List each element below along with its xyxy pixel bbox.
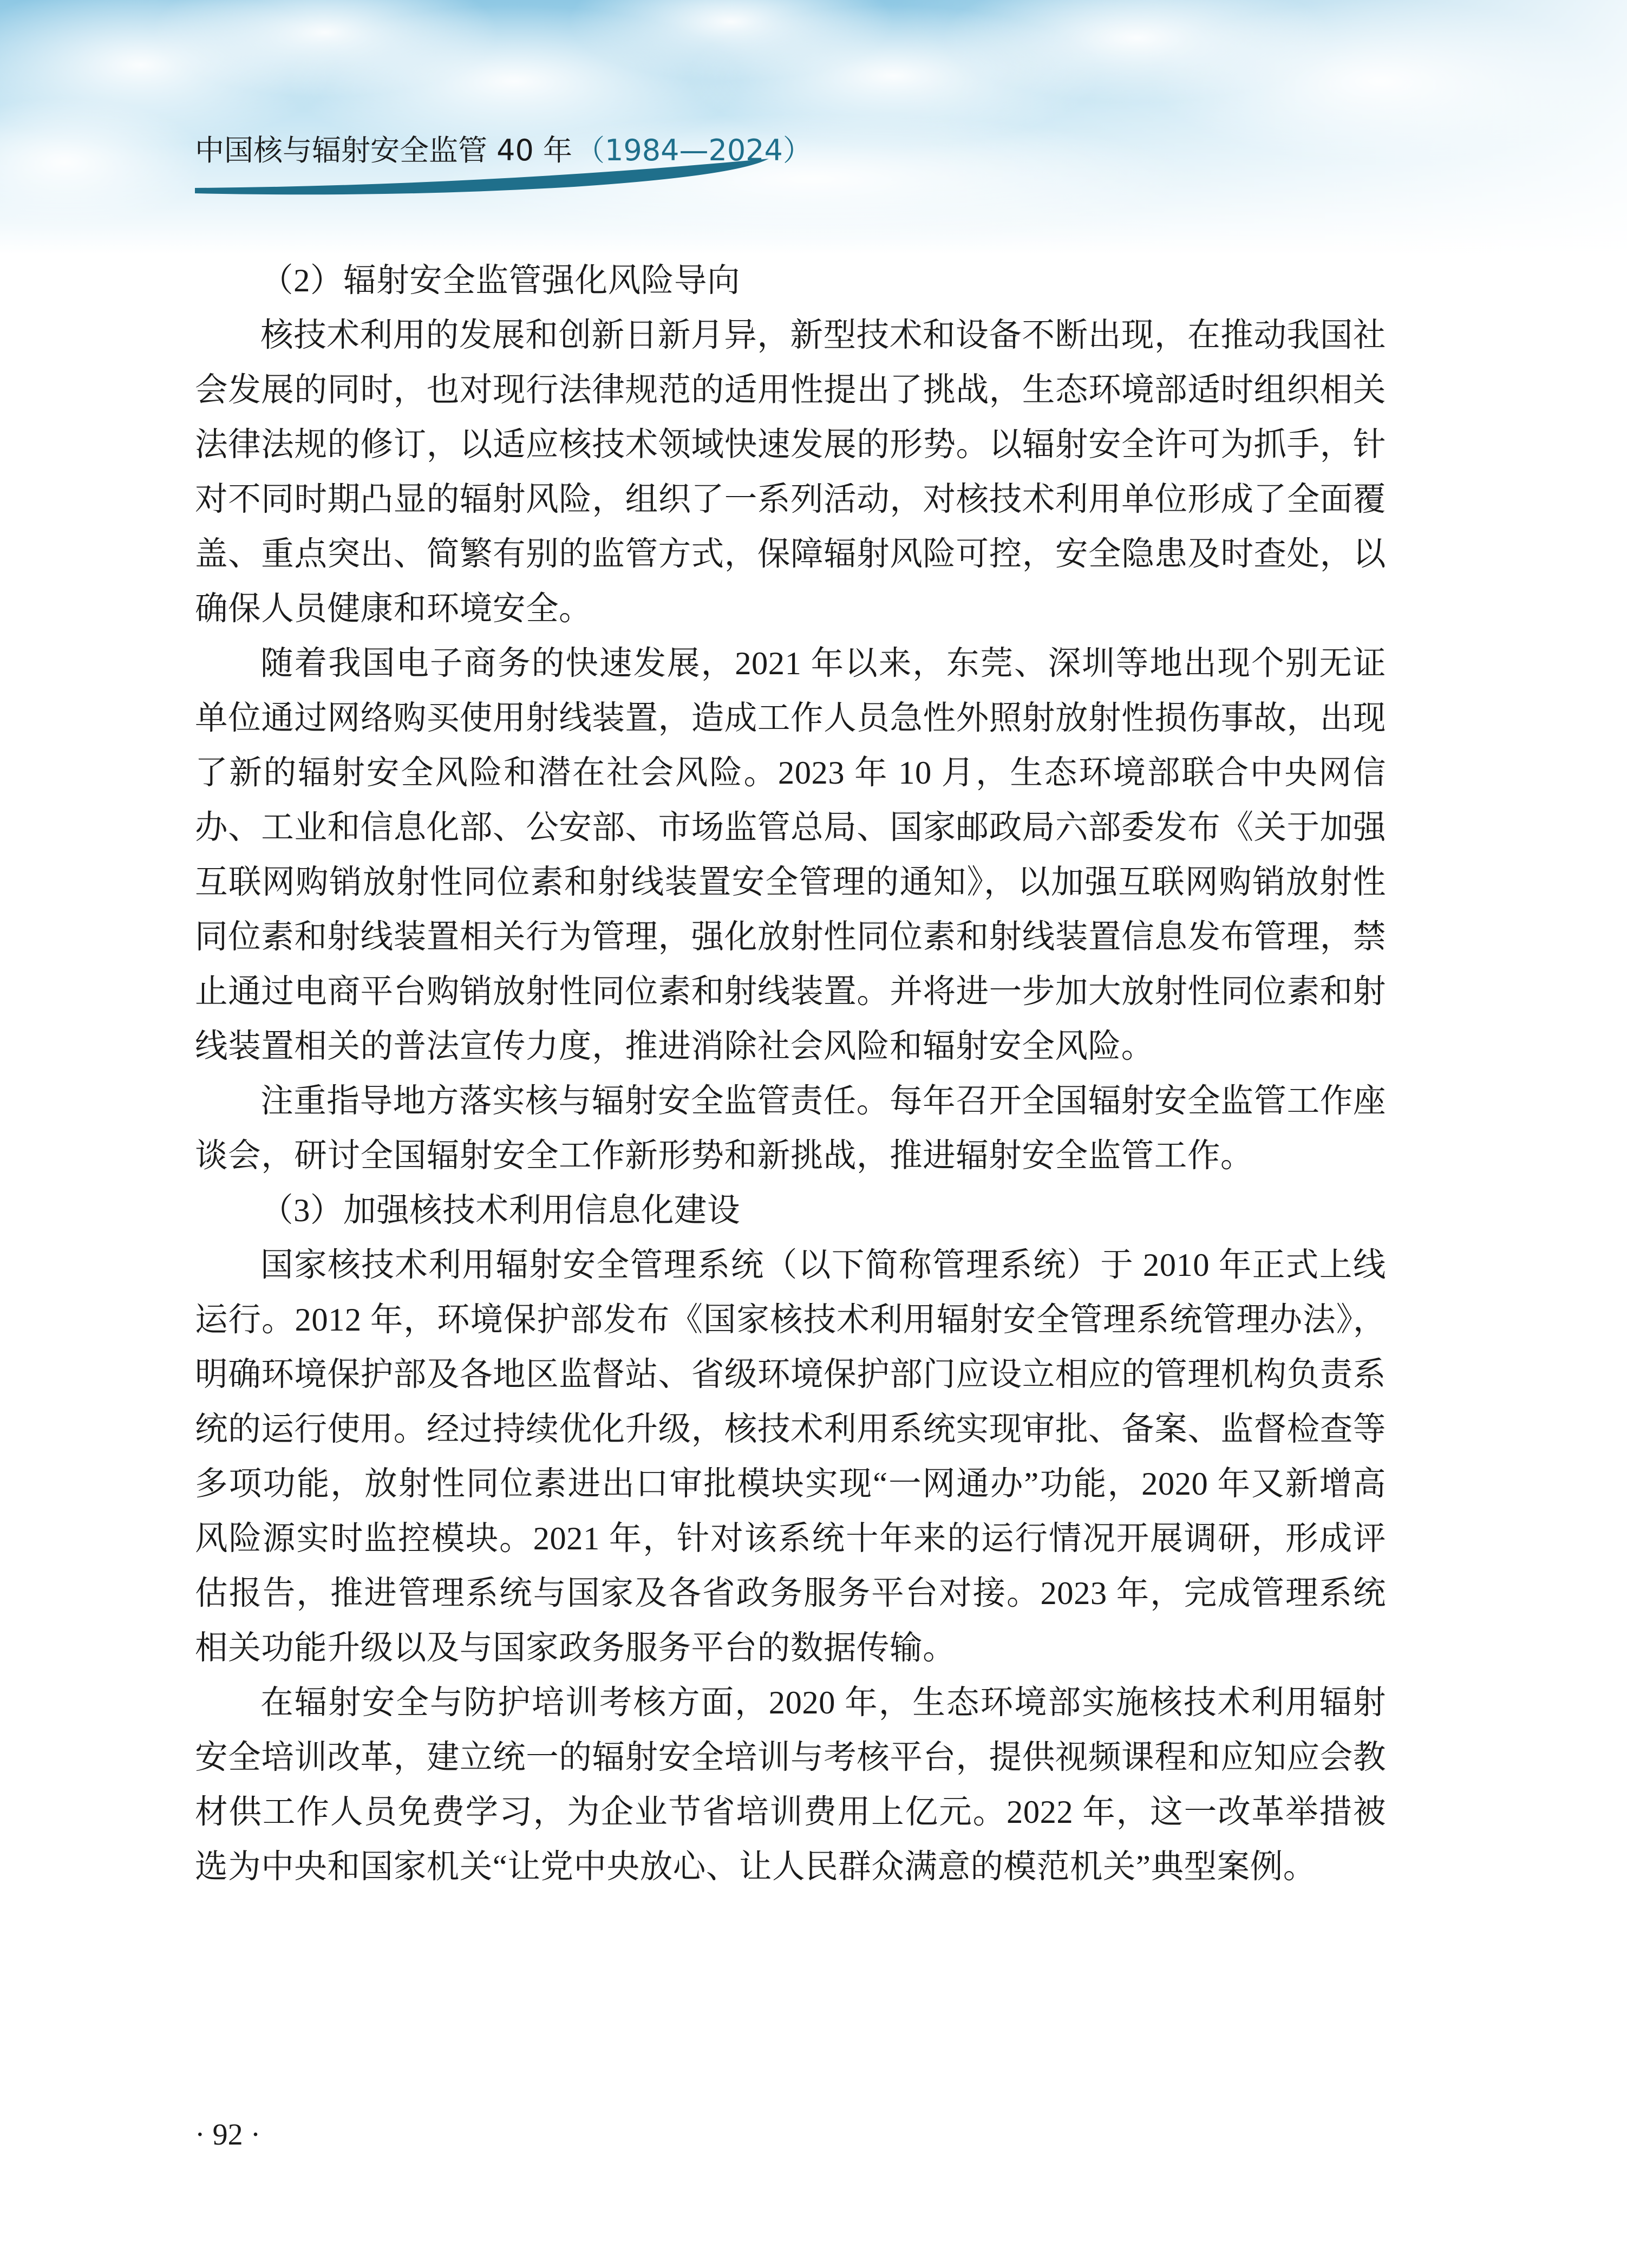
section-heading: （3）加强核技术利用信息化建设 bbox=[260, 1192, 741, 1229]
body-paragraph: 随着我国电子商务的快速发展，2021 年以来，东莞、深圳等地出现个别无证单位通过网络购买使用射线装置，造成工作人员急性外照射放射性损伤事故，出现了新的辐射安全风险和潜在社会风险。2023 年 10 月，生态环境部联合中央网信办、工业和信息化部、公安部、市场监管总局、国家邮政局六部委发布《关于加强互联网购销放射性同位素和射线装置安全管理的通知》，以加强互联网购销放射性同位素和射线装置相关行为管理，强化放射性同位素和射线装置信息发布管理，禁止通过电商平台购销放射性同位素和射线装置。并将进一步加大放射性同位素和射线装置相关的普法宣传力度，推进消除社会风险和辐射安全风险。 bbox=[195, 646, 1386, 1065]
body-paragraph: 核技术利用的发展和创新日新月异，新型技术和设备不断出现，在推动我国社会发展的同时，也对现行法律规范的适用性提出了挑战，生态环境部适时组织相关法律法规的修订，以适应核技术领域快速发展的形势。以辐射安全许可为抓手，针对不同时期凸显的辐射风险，组织了一系列活动，对核技术利用单位形成了全面覆盖、重点突出、简繁有别的监管方式，保障辐射风险可控，安全隐患及时查处，以确保人员健康和环境安全。 bbox=[195, 317, 1386, 627]
section-heading: （2）辐射安全监管强化风险导向 bbox=[260, 263, 741, 299]
running-header-years: （1984—2024） bbox=[576, 133, 812, 167]
page-number: · 92 · bbox=[195, 2118, 261, 2152]
page-body bbox=[195, 253, 1386, 1894]
header-swoosh-ornament bbox=[195, 154, 790, 198]
body-paragraph: 国家核技术利用辐射安全管理系统（以下简称管理系统）于 2010 年正式上线运行。2012 年，环境保护部发布《国家核技术利用辐射安全管理系统管理办法》，明确环境保护部及各地区监督站、省级环境保护部门应设立相应的管理机构负责系统的运行使用。经过持续优化升级，核技术利用系统实现审批、备案、监督检查等多项功能，放射性同位素进出口审批模块实现“一网通办”功能，2020 年又新增高风险源实时监控模块。2021 年，针对该系统十年来的运行情况开展调研，形成评估报告，推进管理系统与国家及各省政务服务平台对接。2023 年，完成管理系统相关功能升级以及与国家政务服务平台的数据传输。 bbox=[195, 1247, 1386, 1666]
running-header-title: 中国核与辐射安全监管 40 年 bbox=[195, 133, 573, 167]
body-paragraph: 在辐射安全与防护培训考核方面，2020 年，生态环境部实施核技术利用辐射安全培训改革，建立统一的辐射安全培训与考核平台，提供视频课程和应知应会教材供工作人员免费学习，为企业节省培训费用上亿元。2022 年，这一改革举措被选为中央和国家机关“让党中央放心、让人民群众满意的模范机关”典型案例。 bbox=[195, 1685, 1386, 1885]
body-paragraph: 注重指导地方落实核与辐射安全监管责任。每年召开全国辐射安全监管工作座谈会，研讨全国辐射安全工作新形势和新挑战，推进辐射安全监管工作。 bbox=[195, 1083, 1386, 1174]
